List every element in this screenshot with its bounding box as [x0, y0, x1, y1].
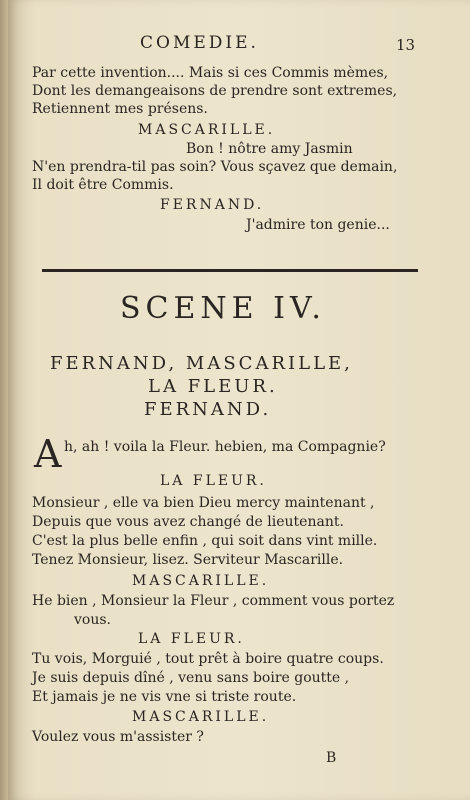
speaker-name: MASCARILLE. — [132, 709, 270, 725]
verse-line: C'est la plus belle enfin , qui soit dans vint mille. — [32, 533, 378, 549]
verse-line: vous. — [74, 612, 111, 628]
speaker-name: FERNAND. — [144, 399, 272, 420]
book-spine — [0, 0, 8, 800]
speaker-name: MASCARILLE. — [132, 573, 270, 589]
signature-mark: B — [326, 750, 337, 766]
cast-list-line: FERNAND, MASCARILLE, — [50, 353, 353, 374]
scene-title: SCENE IV. — [120, 291, 326, 326]
cast-list-line: LA FLEUR. — [148, 376, 278, 397]
verse-line: h, ah ! voila la Fleur. hebien, ma Compagnie? — [64, 439, 386, 455]
speaker-name: LA FLEUR. — [138, 631, 245, 647]
verse-line: He bien , Monsieur la Fleur , comment vous portez — [32, 593, 395, 609]
page-number: 13 — [396, 36, 416, 54]
verse-line: Depuis que vous avez changé de lieutenant. — [32, 514, 344, 530]
verse-line: Et jamais je ne vis vne si triste route. — [32, 689, 297, 705]
verse-line: Tenez Monsieur, lisez. Serviteur Mascarille. — [32, 552, 344, 568]
verse-line: J'admire ton genie... — [246, 217, 390, 233]
speaker-name: FERNAND. — [160, 197, 265, 213]
verse-line: Par cette invention.... Mais si ces Commis mèmes, — [32, 65, 389, 81]
speaker-name: LA FLEUR. — [160, 473, 267, 489]
verse-line: Bon ! nôtre amy Jasmin — [186, 141, 353, 157]
running-title: COMEDIE. — [140, 33, 259, 53]
verse-line: Je suis depuis dîné , venu sans boire goutte , — [32, 670, 350, 686]
verse-line: Monsieur , elle va bien Dieu mercy maintenant , — [32, 495, 375, 511]
verse-line: Il doit être Commis. — [32, 177, 174, 193]
verse-line: Tu vois, Morguié , tout prêt à boire quatre coups. — [32, 651, 384, 667]
speaker-name: MASCARILLE. — [138, 122, 276, 138]
verse-line: Dont les demangeaisons de prendre sont extremes, — [32, 83, 398, 99]
drop-cap: A — [34, 432, 62, 476]
section-divider — [42, 269, 418, 272]
verse-line: Voulez vous m'assister ? — [32, 729, 204, 745]
verse-line: N'en prendra-til pas soin? Vous sçavez que demain, — [32, 159, 398, 175]
verse-line: Retiennent mes présens. — [32, 101, 208, 117]
